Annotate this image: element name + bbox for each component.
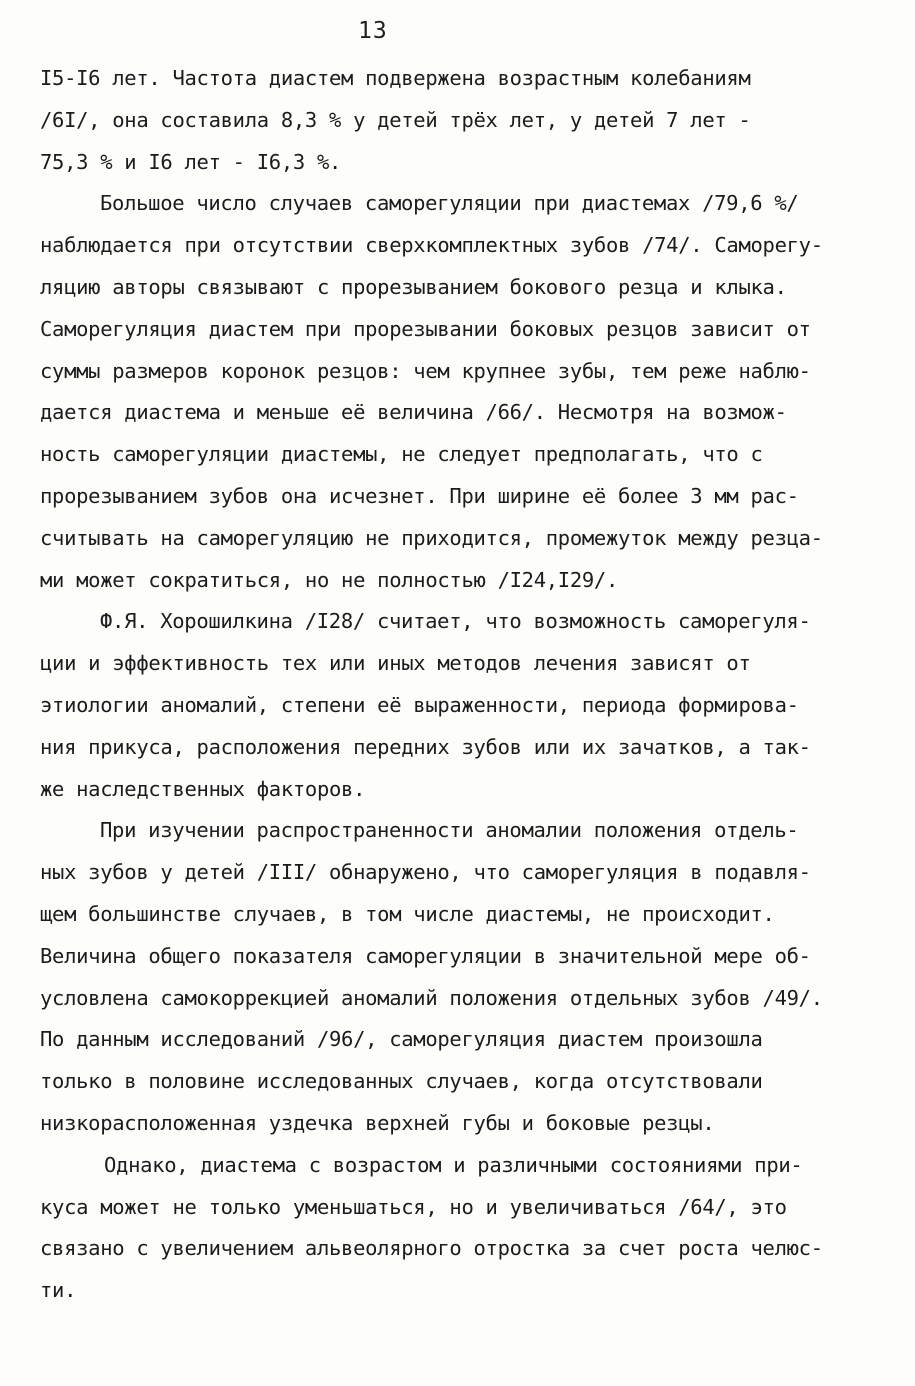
text-line: ти. [40,1278,77,1303]
text-line: же наследственных факторов. [40,776,366,801]
text-line: ляцию авторы связывают с прорезыванием бокового резца и клыка. [40,274,787,299]
text-line: Величина общего показателя саморегуляции в значительной мере об- [40,943,811,968]
text-line: I5-I6 лет. Частота диастем подвержена возрастным колебаниям [40,66,751,90]
text-line: щем большинстве случаев, в том числе диастемы, не происходит. [40,901,775,926]
text-line: Саморегуляция диастем при прорезывании боковых резцов зависит от [40,316,811,341]
text-line: По данным исследований /96/, саморегуляция диастем произошла [40,1027,763,1052]
text-line: суммы размеров коронок резцов: чем крупнее зубы, тем реже наблю- [40,358,811,383]
page-number: 13 [358,18,388,44]
text-line: Ф.Я. Хорошилкина /I28/ считает, что возможность саморегуля- [100,609,811,634]
text-line: Большое число случаев саморегуляции при диастемах /79,6 %/ [100,191,799,216]
text-line: При изучении распространенности аномалии положения отдель- [100,818,799,843]
text-line: дается диастема и меньше её величина /66/. Несмотря на возмож- [40,400,787,425]
paragraph-2 [40,183,890,601]
text-line: низкорасположенная уздечка верхней губы и боковые резцы. [40,1110,715,1135]
text-line: ность саморегуляции диастемы, не следует предполагать, что с [40,442,763,467]
paragraph-3 [40,601,890,810]
text-line: куса может не только уменьшаться, но и увеличиваться /64/, это [40,1194,787,1219]
text-line: только в половине исследованных случаев, когда отсутствовали [40,1069,763,1094]
paragraph-5 [40,1145,890,1312]
text-line: ми может сократиться, но не полностью /I24,I29/. [40,567,619,592]
text-line: /6I/, она составила 8,3 % у детей трёх лет, у детей 7 лет - [40,107,751,132]
text-line: условлена самокоррекцией аномалий положения отдельных зубов /49/. [40,985,823,1010]
text-line: ных зубов у детей /III/ обнаружено, что саморегуляция в подавля- [40,860,811,885]
paragraph-4 [40,810,890,1144]
text-line: ции и эффективность тех или иных методов лечения зависят от [40,651,751,676]
text-line: наблюдается при отсутствии сверхкомплектных зубов /74/. Саморегу- [40,233,823,258]
text-line: прорезыванием зубов она исчезнет. При ширине её более 3 мм рас- [40,483,799,508]
paragraph-1 [40,58,890,183]
text-line: этиологии аномалий, степени её выраженности, периода формирова- [40,692,799,717]
body-text [40,58,890,1312]
text-line: ния прикуса, расположения передних зубов или их зачатков, а так- [40,734,811,759]
text-line: считывать на саморегуляцию не приходится, промежуток между резца- [40,525,823,550]
text-line: Однако, диастема с возрастом и различными состояниями при- [104,1152,803,1177]
text-line: 75,3 % и I6 лет - I6,3 %. [40,149,342,174]
text-line: связано с увеличением альвеолярного отростка за счет роста челюс- [40,1236,823,1261]
